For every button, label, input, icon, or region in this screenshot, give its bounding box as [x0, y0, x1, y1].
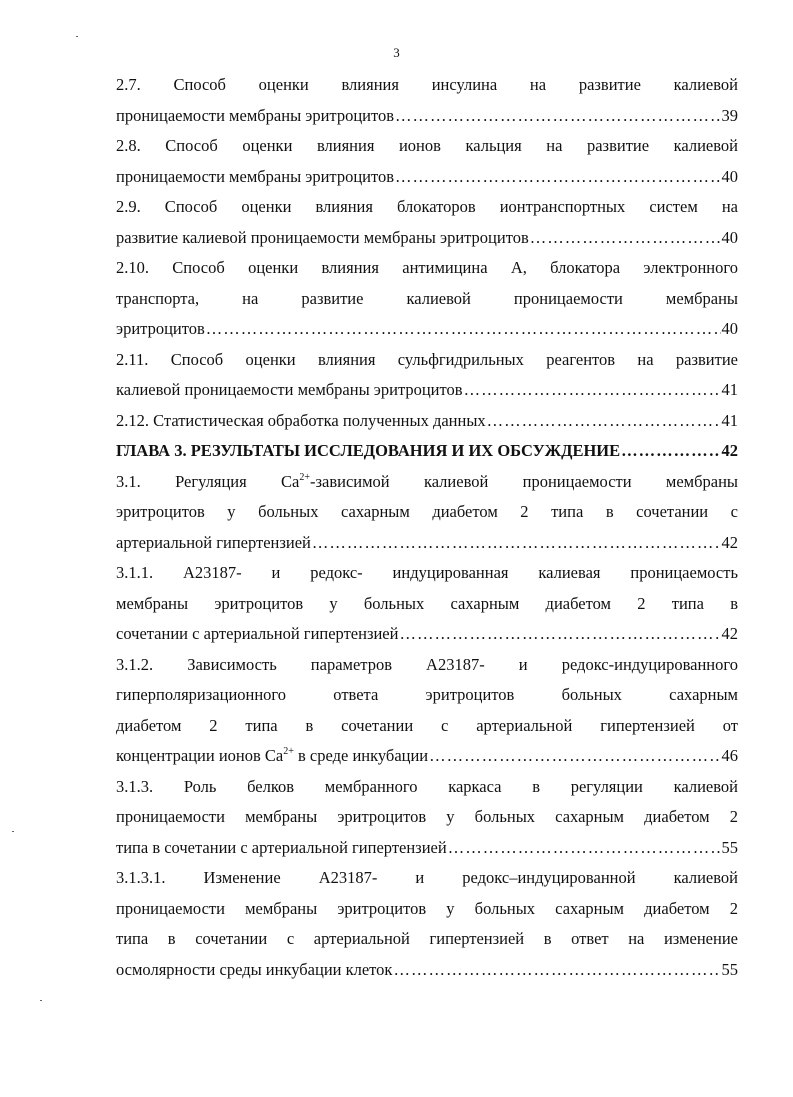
toc-entry-text: эритроцитов: [116, 319, 205, 338]
toc-entry-line: 3.1.1. А23187- и редокс- индуцированная калиевая проницаемость: [116, 563, 738, 582]
scan-speck: [40, 1000, 42, 1001]
toc-entry-3-1[interactable]: [116, 467, 738, 498]
dot-leader: [530, 223, 721, 254]
toc-entry-text: артериальной гипертензией: [116, 532, 311, 552]
toc-entry-text: осмолярности среды инкубации клеток: [116, 959, 393, 979]
dot-leader: [429, 741, 720, 772]
superscript: 2+: [283, 746, 294, 757]
toc-entry-line: типа в сочетании с артериальной гипертензией в ответ на изменение: [116, 929, 738, 948]
toc-entry-2-7[interactable]: [116, 70, 738, 101]
chapter-heading: ГЛАВА 3. РЕЗУЛЬТАТЫ ИССЛЕДОВАНИЯ И ИХ ОБСУЖДЕНИЕ: [116, 441, 621, 460]
toc-entry-line: 2.9. Способ оценки влияния блокаторов ионтранспортных систем на: [116, 197, 738, 216]
toc-entry-line: проницаемости мембраны эритроцитов у больных сахарным диабетом 2: [116, 807, 738, 826]
dot-leader: [395, 101, 720, 132]
toc-entry-line[interactable]: [116, 955, 738, 986]
toc-entry-line[interactable]: [116, 833, 738, 864]
toc-entry-3-1-3[interactable]: [116, 772, 738, 803]
toc-entry-line: эритроцитов у больных сахарным диабетом 2 типа в сочетании с: [116, 502, 738, 521]
toc-page-number: 40: [721, 227, 738, 247]
toc-page-number: 41: [721, 410, 738, 430]
toc-entry-text: 2.12. Статистическая обработка полученных данных: [116, 410, 486, 430]
dot-leader: [464, 375, 721, 406]
toc-page-number: 41: [721, 380, 738, 399]
dot-leader: [487, 406, 721, 437]
toc-page-number: 40: [721, 166, 738, 186]
toc-entry-2-11[interactable]: [116, 345, 738, 376]
toc-entry-3-1-2[interactable]: [116, 650, 738, 681]
toc-page-number: 42: [721, 532, 738, 552]
toc-page-number: 39: [721, 105, 738, 125]
toc-entry-line[interactable]: [116, 375, 738, 406]
toc-entry-text: концентрации ионов $Ca^{2+}$ в среде инкубации: [116, 746, 429, 765]
toc-entry-3-1-3-1[interactable]: [116, 863, 738, 894]
toc-entry-line[interactable]: [116, 223, 738, 254]
toc-entry-line[interactable]: [116, 162, 738, 193]
toc-page-number: 55: [721, 837, 738, 857]
page-number: 3: [393, 45, 400, 60]
toc-entry-2-8[interactable]: [116, 131, 738, 162]
toc-entry-line[interactable]: [116, 101, 738, 132]
toc-page-number: 42: [721, 624, 738, 643]
toc-entry-line: 2.11. Способ оценки влияния сульфгидрильных реагентов на развитие: [116, 349, 738, 369]
toc-entry-line[interactable]: [116, 528, 738, 559]
toc-entry-line: транспорта, на развитие калиевой проницаемости мембраны: [116, 288, 738, 308]
scan-speck: [12, 831, 14, 832]
toc-entry-line: проницаемости мембраны эритроцитов у больных сахарным диабетом 2: [116, 898, 738, 918]
toc-entry-line[interactable]: [116, 741, 738, 772]
toc-page-number: 46: [721, 746, 738, 765]
toc-page-number: 55: [721, 959, 738, 979]
toc-entry-line: гиперполяризационного ответа эритроцитов больных сахарным: [116, 685, 738, 704]
toc-entry-text: проницаемости мембраны эритроцитов: [116, 166, 395, 186]
toc-entry-line[interactable]: [116, 314, 738, 345]
toc-entry-2-9[interactable]: [116, 192, 738, 223]
toc-entry-text: развитие калиевой проницаемости мембраны эритроцитов: [116, 227, 529, 247]
toc-entry-line: 2.10. Способ оценки влияния антимицина А, блокатора электронного: [116, 258, 738, 277]
dot-leader: [448, 833, 721, 864]
toc-entry-text: проницаемости мембраны эритроцитов: [116, 105, 395, 125]
toc-entry-line: 3.1.3. Роль белков мембранного каркаса в регуляции калиевой: [116, 776, 738, 796]
toc-entry-line: 3.1.3.1. Изменение А23187- и редокс–индуцированной калиевой: [116, 868, 738, 887]
toc-chapter-3[interactable]: [116, 436, 738, 467]
toc-entry-2-12[interactable]: [116, 406, 738, 437]
toc-entry-3-1-1[interactable]: [116, 558, 738, 589]
toc-page-number: 40: [721, 319, 738, 338]
dot-leader: [395, 162, 720, 193]
toc-entry-line: 3.1.2. Зависимость параметров А23187- и редокс-индуцированного: [116, 654, 738, 674]
dot-leader: [312, 528, 721, 559]
dot-leader: [206, 314, 721, 345]
toc-entry-line: мембраны эритроцитов у больных сахарным диабетом 2 типа в: [116, 593, 738, 613]
toc-entry-line[interactable]: [116, 619, 738, 650]
toc-entry-text: сочетании с артериальной гипертензией: [116, 624, 399, 643]
toc-entry-2-10[interactable]: [116, 253, 738, 284]
toc-entry-text: калиевой проницаемости мембраны эритроцитов: [116, 380, 463, 399]
dot-leader: [393, 955, 720, 986]
dot-leader: [399, 619, 720, 650]
toc-entry-text: типа в сочетании с артериальной гипертензией: [116, 837, 447, 857]
toc-entry-line: 2.8. Способ оценки влияния ионов кальция на развитие калиевой: [116, 136, 738, 155]
toc-page-number: 42: [721, 441, 738, 460]
toc-entry-line: 2.7. Способ оценки влияния инсулина на развитие калиевой: [116, 75, 738, 94]
table-of-contents: [116, 70, 738, 985]
scan-speck: [76, 36, 78, 37]
superscript: 2+: [299, 471, 310, 483]
dot-leader: [621, 436, 720, 467]
toc-entry-line: 3.1. Регуляция $Ca^{2+}$-зависимой калиевой проницаемости мембраны: [116, 471, 738, 491]
toc-entry-line: диабетом 2 типа в сочетании с артериальной гипертензией от: [116, 715, 738, 735]
